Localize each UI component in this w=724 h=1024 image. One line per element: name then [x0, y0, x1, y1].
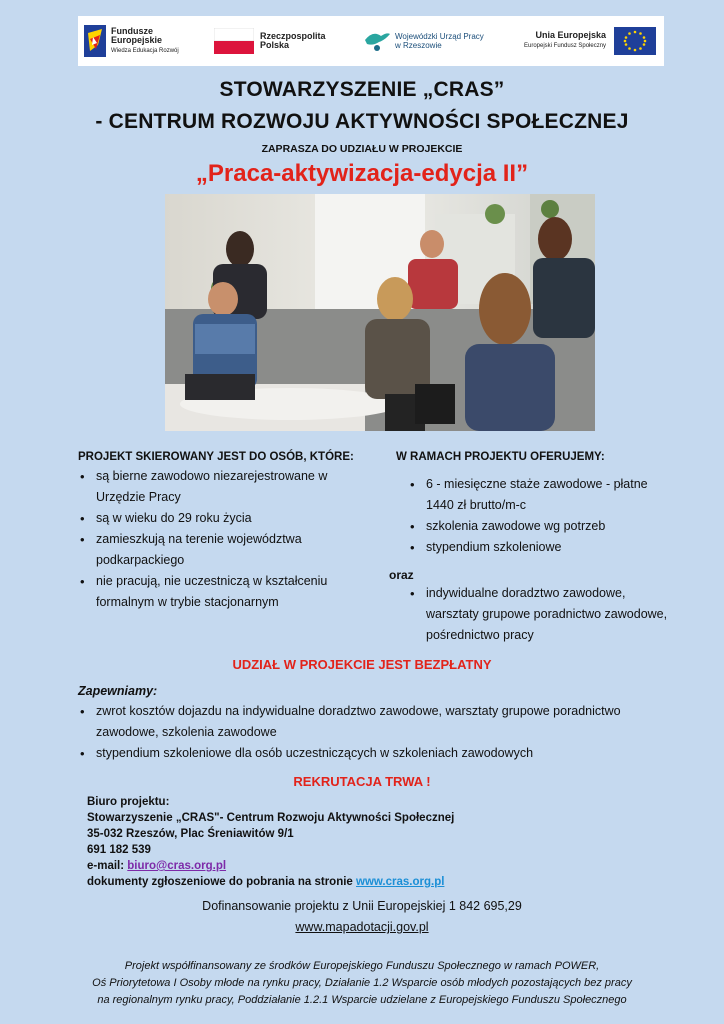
polish-flag-icon: [214, 28, 254, 54]
mapadotacji-link[interactable]: www.mapadotacji.gov.pl: [295, 920, 429, 934]
list-item: • są bierne zawodowo niezarejestrowane w Urzędzie Pracy: [78, 466, 363, 508]
project-name: „Praca-aktywizacja-edycja II”: [195, 160, 529, 187]
guarantee-heading: Zapewniamy:: [78, 684, 158, 698]
group-photo: [165, 194, 595, 431]
free-participation-notice: UDZIAŁ W PROJEKCIE JEST BEZPŁATNY: [232, 657, 492, 672]
offer-list: [408, 474, 666, 558]
ue-line2: Europejski Fundusz Społeczny: [524, 43, 607, 49]
fe-star-icon: [84, 25, 106, 57]
list-item: • stypendium szkoleniowe dla osób uczestniczących w szkoleniach zawodowych: [78, 743, 678, 764]
project-office: [87, 794, 454, 890]
fe-line1: Fundusze: [111, 25, 153, 36]
list-item: • są w wieku do 29 roku życia: [78, 508, 363, 529]
invite-text: ZAPRASZA DO UDZIAŁU W PROJEKCIE: [261, 143, 463, 155]
list-item: • zwrot kosztów dojazdu na indywidualne doradztwo zawodowe, warsztaty grupowe poradnictwo zawodowe, szkolenia zawodowe: [78, 701, 678, 743]
list-item: • stypendium szkoleniowe: [408, 537, 666, 558]
footer-line1: Projekt współfinansowany ze środków Europejskiego Funduszu Społecznego w ramach POWER,: [124, 960, 600, 972]
funding-amount: Dofinansowanie projektu z Unii Europejskiej 1 842 695,29: [202, 899, 522, 913]
target-group-list: [78, 466, 363, 613]
office-title: Biuro projektu:: [87, 796, 170, 808]
rp-line1: Rzeczpospolita: [260, 31, 326, 41]
email-link[interactable]: biuro@cras.org.pl: [127, 860, 227, 872]
office-address: 35-032 Rzeszów, Plac Śreniawitów 9/1: [87, 828, 294, 840]
email-label: e-mail:: [87, 860, 125, 872]
list-item: • indywidualne doradztwo zawodowe, warsztaty grupowe poradnictwo zawodowe, pośrednictwo pracy: [408, 583, 678, 646]
target-group-heading: PROJEKT SKIEROWANY JEST DO OSÓB, KTÓRE:: [78, 451, 354, 463]
fe-line3: Wiedza Edukacja Rozwój: [111, 47, 179, 54]
wup-line1: Wojewódzki Urząd Pracy: [395, 32, 484, 41]
offer-heading: W RAMACH PROJEKTU OFERUJEMY:: [396, 451, 605, 463]
oraz-label: oraz: [389, 568, 414, 582]
footer-note: [0, 958, 724, 1009]
recruitment-notice: REKRUTACJA TRWA !: [293, 774, 431, 789]
guarantee-list: [78, 701, 678, 764]
list-item: • szkolenia zawodowe wg potrzeb: [408, 516, 666, 537]
wup-line2: w Rzeszowie: [395, 41, 442, 50]
eu-flag-icon: [614, 27, 656, 55]
ue-line1: Unia Europejska: [535, 30, 607, 40]
offer-list-extra: [408, 583, 678, 646]
docs-text: dokumenty zgłoszeniowe do pobrania na stronie: [87, 876, 353, 888]
title-line2: - CENTRUM ROZWOJU AKTYWNOŚCI SPOŁECZNEJ: [95, 110, 629, 133]
office-phone: 691 182 539: [87, 844, 151, 856]
footer-line3: na regionalnym rynku pracy, Poddziałanie 1.2.1 Wsparcie udzielane z Europejskiego Funduszu Społecznego: [97, 994, 627, 1006]
office-name: Stowarzyszenie „CRAS"- Centrum Rozwoju Aktywności Społecznej: [87, 812, 455, 824]
unia-europejska-logo: [524, 24, 656, 58]
rp-line2: Polska: [260, 40, 290, 50]
list-item: • nie pracują, nie uczestniczą w kształceniu formalnym w trybie stacjonarnym: [78, 571, 363, 613]
fundusze-europejskie-logo: [84, 24, 179, 58]
footer-line2: Oś Priorytetowa I Osoby młode na rynku pracy, Działanie 1.2 Wsparcie osób młodych pozostających bez pracy: [92, 977, 632, 989]
list-item: • zamieszkują na terenie województwa podkarpackiego: [78, 529, 363, 571]
logo-bar: [78, 16, 664, 66]
rzeczpospolita-polska-logo: [214, 24, 326, 58]
wup-bird-icon: [363, 28, 391, 54]
office-meeting-illustration: [165, 194, 595, 431]
list-item: • 6 - miesięczne staże zawodowe - płatne 1440 zł brutto/m-c: [408, 474, 666, 516]
title-line1: STOWARZYSZENIE „CRAS”: [219, 78, 505, 101]
docs-link[interactable]: www.cras.org.pl: [356, 876, 445, 888]
fe-line2: Europejskie: [111, 34, 163, 45]
wup-logo: [363, 24, 484, 58]
